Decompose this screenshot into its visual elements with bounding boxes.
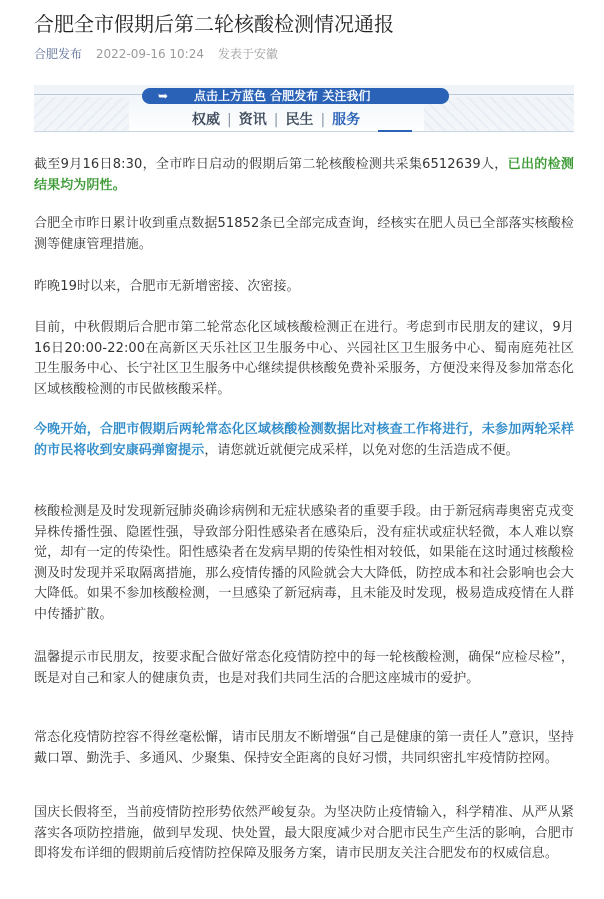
paragraph-reminder: 温馨提示市民朋友，按要求配合做好常态化疫情防控中的每一轮核酸检测，确保“应检尽检”，既是对自己和家人的健康负责，也是对我们共同生活的合肥这座城市的爱护。 bbox=[34, 650, 574, 686]
paragraph-importance: 核酸检测是及时发现新冠肺炎确诊病例和无症状感染者的重要手段。由于新冠病毒奥密克戎变异株传播性强、隐匿性强，导致部分阳性感染者在感染后，没有症状或症状轻微，本人难以察觉，却有一定的传染性。阳性感染者在发病早期的传染性相对较低，如果能在这时通过核酸检测及时发现并采取隔离措施，那么疫情传播的风险就会大大降低，防控成本和社会影响也会大大降低。如果不参加核酸检测，一旦感染了新冠病毒，且未能及时发现，极易造成疫情在人群中传播扩散。 bbox=[34, 504, 574, 622]
source-link[interactable]: 合肥发布 bbox=[34, 47, 83, 61]
page-title: 合肥全市假期后第二轮核酸检测情况通报 bbox=[34, 12, 394, 36]
article-meta bbox=[34, 46, 278, 62]
nav-item-livelihood[interactable]: 民生 bbox=[285, 112, 314, 128]
nav-item-service[interactable]: 服务 bbox=[332, 112, 361, 128]
follow-cta-label: 点击上方蓝色 合肥发布 关注我们 bbox=[194, 89, 371, 103]
paragraph-notice bbox=[34, 420, 574, 461]
notice-text: ，请您就近就便完成采样，以免对您的生活造成不便。 bbox=[204, 442, 519, 458]
paragraph-testing-sites: 目前，中秋假期后合肥市第二轮常态化区域核酸检测正在进行。考虑到市民朋友的建议，9月16日20:00-22:00在高新区天乐社区卫生服务中心、兴园社区卫生服务中心、蜀南庭苑社区卫生服务中心、长宁社区卫生服务中心继续提供核酸免费补采服务，方便没来得及参加常态化区域核酸检测的市民做核酸采样。 bbox=[34, 320, 574, 397]
nav-item-news[interactable]: 资讯 bbox=[238, 112, 267, 128]
nav-separator: | bbox=[320, 112, 326, 128]
notice-highlight: 今晚开始，合肥市假期后两轮常态化区域核酸检测数据比对核查工作将进行，未参加两轮采样的市民将收到安康码弹窗提示 bbox=[34, 422, 574, 458]
nav-active-underline bbox=[378, 130, 412, 132]
nav-item-authority[interactable]: 权威 bbox=[192, 112, 220, 128]
paragraph-key-data: 合肥全市昨日累计收到重点数据51852条已全部完成查询，经核实在肥人员已全部落实核酸检测等健康管理措施。 bbox=[34, 216, 574, 252]
publish-time: 2022-09-16 10:24 bbox=[95, 47, 204, 61]
paragraph-no-contacts: 昨晚19时以来，合肥市无新增密接、次密接。 bbox=[34, 279, 300, 294]
banner-decoration bbox=[34, 97, 129, 131]
paragraph-holiday: 国庆长假将至，当前疫情防控形势依然严峻复杂。为坚决防止疫情输入，科学精准、从严从紧落实各项防控措施，做到早发现、快处置，最大限度减少对合肥市民生产生活的影响，合肥市即将发布详细的假期前后疫情防控保障及服务方案，请市民朋友关注合肥发布的权威信息。 bbox=[34, 805, 574, 861]
publish-location: 发表于安徽 bbox=[217, 47, 278, 61]
paragraph-prevention: 常态化疫情防控容不得丝毫松懈，请市民朋友不断增强“自己是健康的第一责任人”意识，坚持戴口罩、勤洗手、多通风、少聚集、保持安全距离的良好习惯，共同织密扎牢疫情防控网。 bbox=[34, 730, 574, 766]
banner-nav bbox=[192, 111, 360, 129]
nav-separator: | bbox=[227, 112, 232, 128]
follow-banner[interactable] bbox=[34, 85, 574, 135]
banner-line bbox=[34, 131, 574, 132]
nav-separator: | bbox=[273, 112, 279, 128]
banner-decoration bbox=[424, 97, 574, 131]
pointer-arrow-icon: ➥ bbox=[157, 89, 169, 103]
summary-highlight: 已出的检测结果均为阴性。 bbox=[34, 157, 574, 193]
follow-cta[interactable] bbox=[142, 88, 449, 104]
paragraph-summary bbox=[34, 155, 574, 196]
summary-text: 截至9月16日8:30，全市昨日启动的假期后第二轮核酸检测共采集6512639人， bbox=[34, 157, 508, 172]
